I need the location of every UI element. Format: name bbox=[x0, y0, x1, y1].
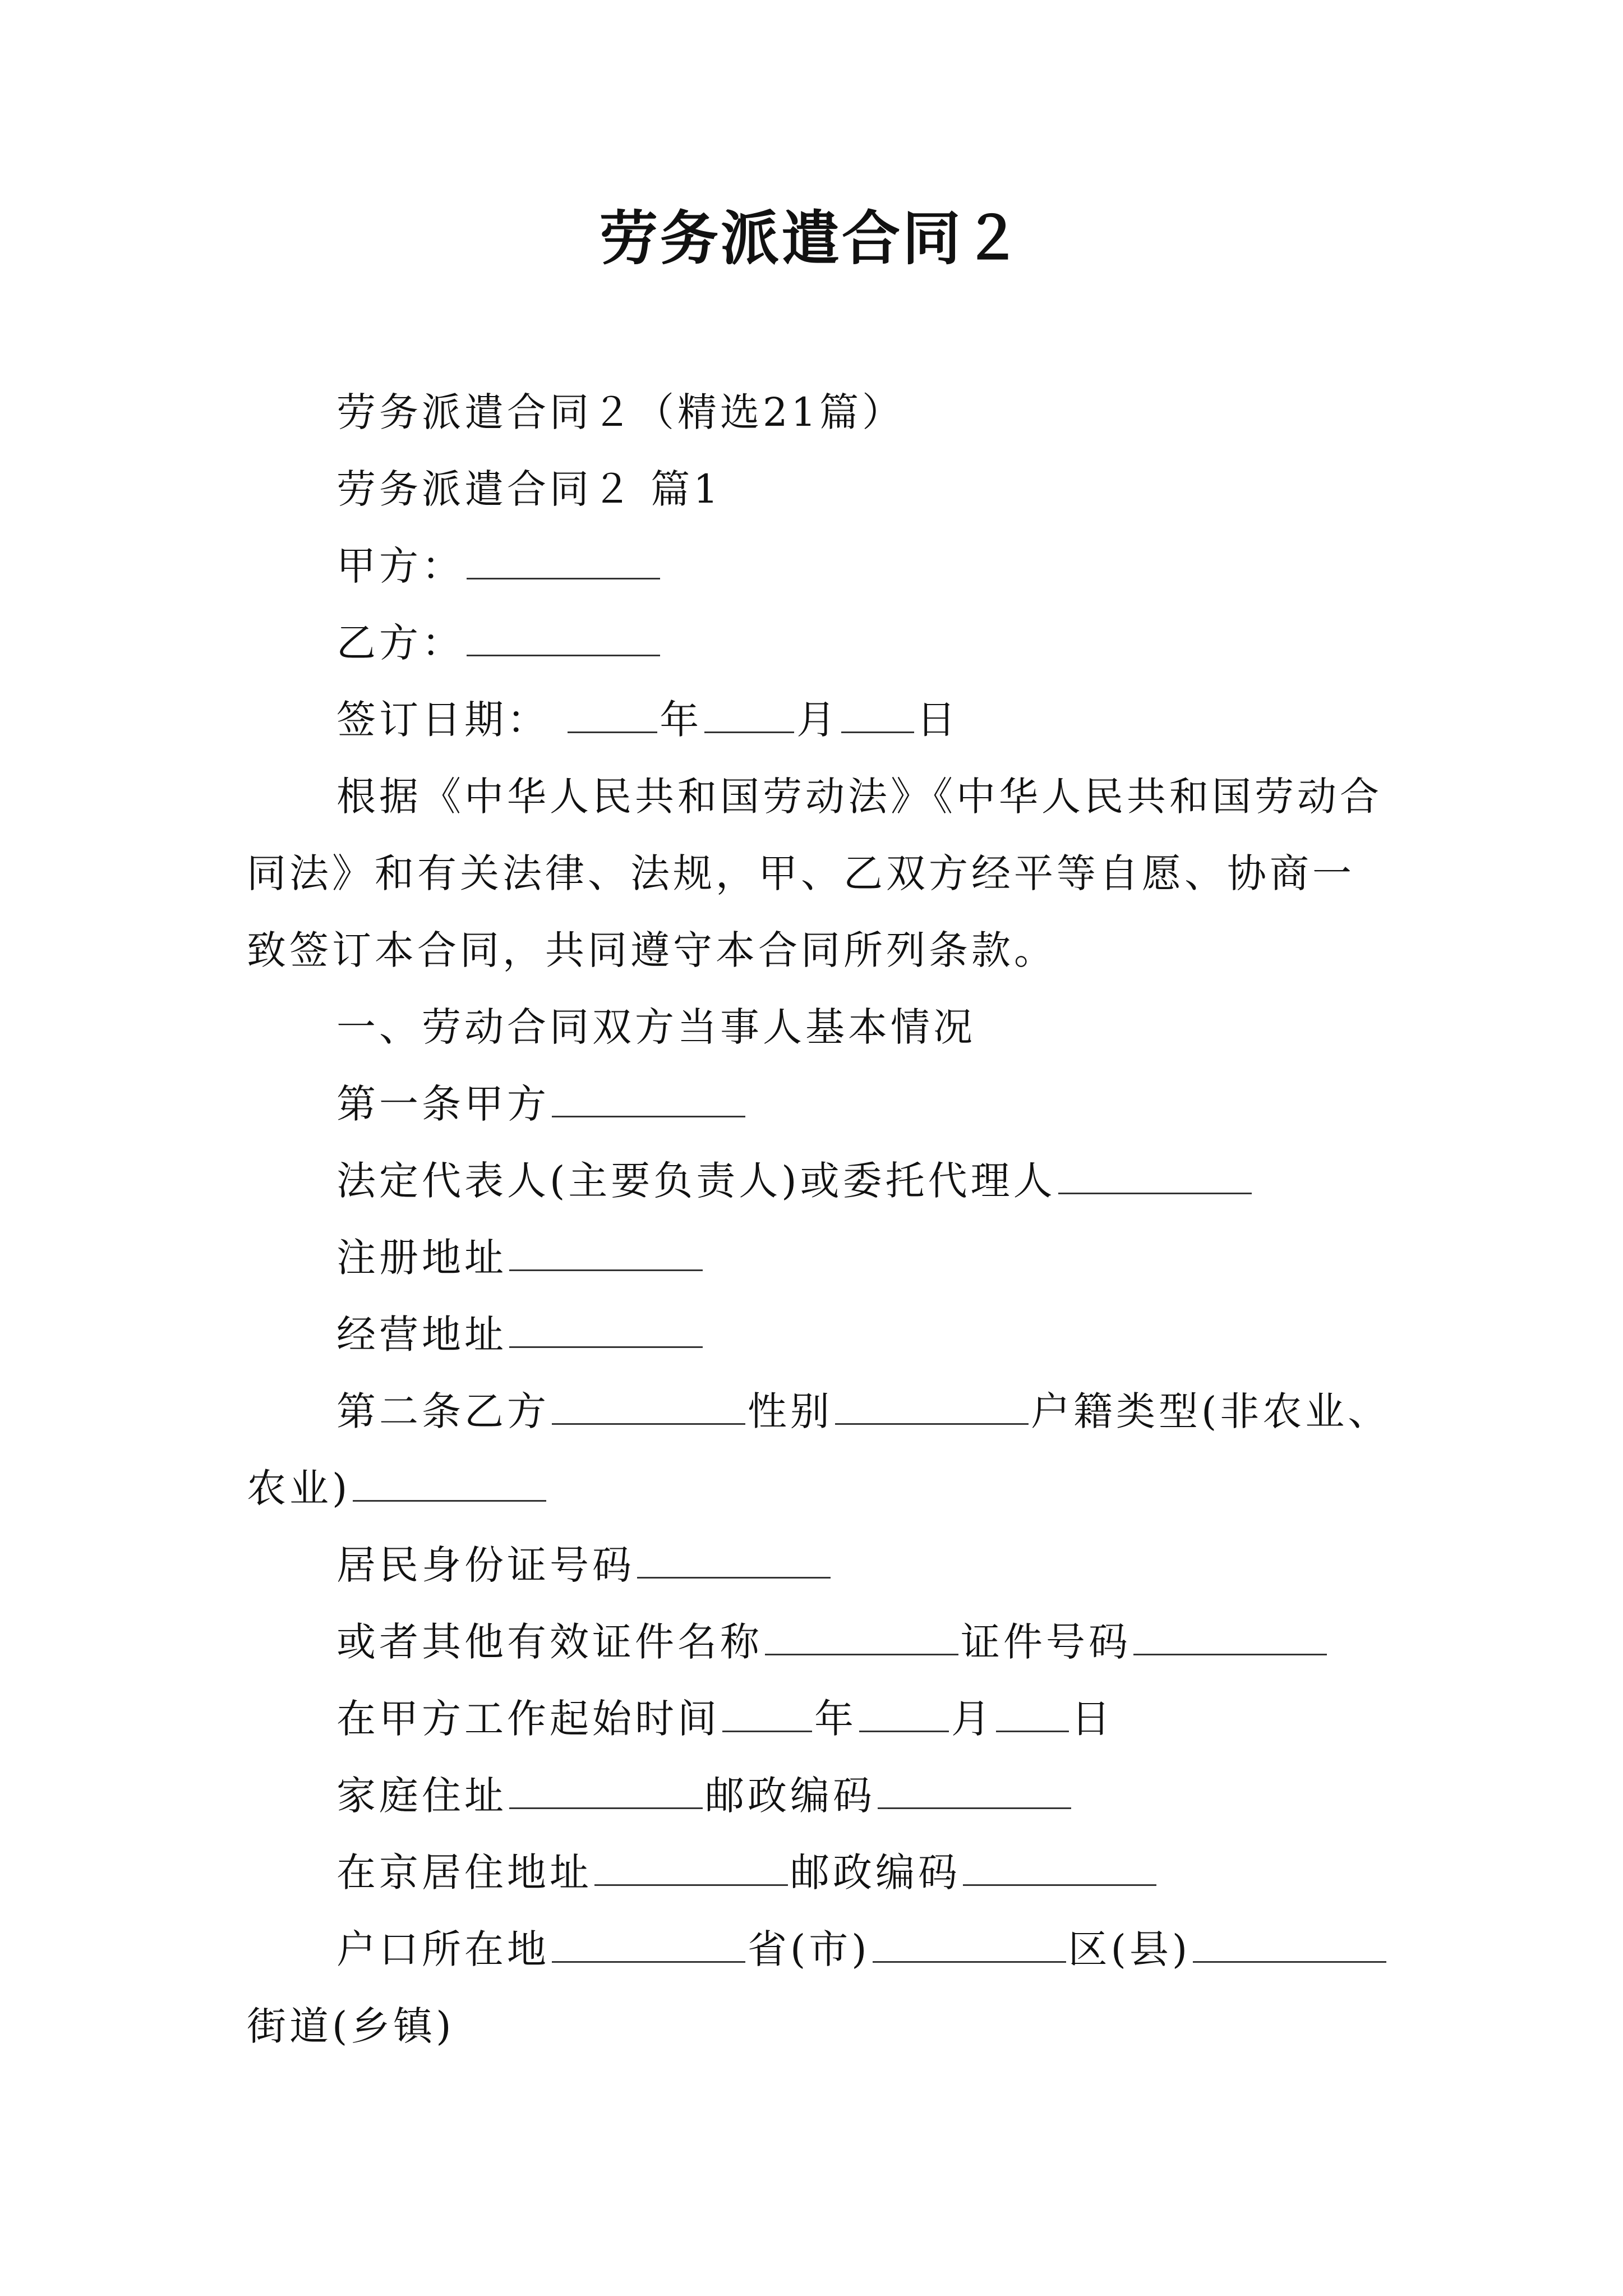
beijing-address-line bbox=[247, 1834, 1391, 1911]
postcode-label: 邮政编码 bbox=[705, 1773, 875, 1819]
id-number-blank[interactable] bbox=[637, 1541, 831, 1579]
subtitle-line: 劳务派遣合同２（精选21篇） bbox=[336, 389, 905, 435]
start-day-blank[interactable] bbox=[996, 1695, 1069, 1732]
home-address-label: 家庭住址 bbox=[336, 1773, 507, 1819]
party-a-label: 甲方： bbox=[336, 543, 464, 589]
registered-address-label: 注册地址 bbox=[336, 1235, 507, 1281]
sign-date-label: 签订日期： bbox=[336, 697, 550, 743]
legal-rep-line bbox=[247, 1143, 1391, 1220]
district-label: 区(县) bbox=[1068, 1926, 1191, 1972]
party-a-blank[interactable] bbox=[467, 542, 660, 579]
business-address-blank[interactable] bbox=[509, 1310, 703, 1348]
other-id-line bbox=[247, 1604, 1391, 1681]
article-2-line bbox=[247, 1373, 1391, 1527]
day-label: 日 bbox=[916, 697, 960, 743]
month-label: 月 bbox=[796, 697, 840, 743]
household-type-blank[interactable] bbox=[353, 1464, 546, 1502]
household-type-label: 户籍类型(非农业、农业) bbox=[247, 1388, 1391, 1511]
section-heading: 劳务派遣合同２ 篇1 bbox=[336, 466, 722, 512]
legal-rep-blank[interactable] bbox=[1058, 1157, 1252, 1194]
business-address-label: 经营地址 bbox=[336, 1312, 507, 1358]
article-1-line bbox=[247, 1066, 1391, 1143]
party-b-blank[interactable] bbox=[467, 619, 660, 656]
preamble-paragraph: 根据《中华人民共和国劳动法》《中华人民共和国劳动合同法》和有关法律、法规，甲、乙双方经平等自愿、协商一致签订本合同，共同遵守本合同所列条款。 bbox=[247, 774, 1382, 973]
article-1-blank[interactable] bbox=[552, 1080, 745, 1117]
other-id-name-blank[interactable] bbox=[765, 1618, 958, 1655]
registered-address-blank[interactable] bbox=[509, 1234, 703, 1271]
id-number-label: 居民身份证号码 bbox=[336, 1542, 635, 1588]
home-postcode-blank[interactable] bbox=[878, 1772, 1071, 1809]
start-month-label: 月 bbox=[951, 1696, 994, 1742]
hukou-province-blank[interactable] bbox=[552, 1925, 745, 1963]
gender-label: 性别 bbox=[748, 1388, 833, 1434]
street-label: 街道(乡镇) bbox=[247, 2003, 455, 2049]
beijing-postcode-label: 邮政编码 bbox=[790, 1849, 961, 1895]
beijing-postcode-blank[interactable] bbox=[963, 1848, 1156, 1886]
start-year-blank[interactable] bbox=[722, 1695, 812, 1732]
hukou-label: 户口所在地 bbox=[336, 1926, 550, 1972]
sign-day-blank[interactable] bbox=[841, 696, 914, 733]
sign-year-blank[interactable] bbox=[568, 696, 657, 733]
sign-date-line bbox=[247, 682, 1391, 758]
beijing-address-label: 在京居住地址 bbox=[336, 1849, 592, 1895]
gender-blank[interactable] bbox=[835, 1387, 1029, 1425]
start-date-label: 在甲方工作起始时间 bbox=[336, 1696, 720, 1742]
party-b-label: 乙方： bbox=[336, 620, 464, 666]
start-date-line bbox=[247, 1681, 1391, 1757]
province-label: 省(市) bbox=[748, 1926, 870, 1972]
home-address-blank[interactable] bbox=[509, 1772, 703, 1809]
chapter-heading: 一、劳动合同双方当事人基本情况 bbox=[336, 1004, 976, 1050]
legal-rep-label: 法定代表人(主要负责人)或委托代理人 bbox=[336, 1158, 1056, 1204]
registered-address-line bbox=[247, 1220, 1391, 1296]
cert-number-label: 证件号码 bbox=[961, 1619, 1131, 1665]
start-year-label: 年 bbox=[814, 1696, 857, 1742]
hukou-street-blank[interactable] bbox=[1193, 1925, 1386, 1963]
beijing-address-blank[interactable] bbox=[594, 1848, 788, 1886]
hukou-district-blank[interactable] bbox=[873, 1925, 1066, 1963]
document-body bbox=[247, 374, 1391, 2065]
start-month-blank[interactable] bbox=[859, 1695, 949, 1732]
home-address-line bbox=[247, 1757, 1391, 1834]
business-address-line bbox=[247, 1296, 1391, 1373]
start-day-label: 日 bbox=[1071, 1696, 1114, 1742]
party-b-line bbox=[247, 605, 1391, 682]
id-number-line bbox=[247, 1527, 1391, 1604]
other-id-label: 或者其他有效证件名称 bbox=[336, 1619, 763, 1665]
party-a-line bbox=[247, 528, 1391, 605]
party-b-name-blank[interactable] bbox=[552, 1387, 745, 1425]
article-2-label: 第二条乙方 bbox=[336, 1388, 550, 1434]
document-title: 劳务派遣合同２ bbox=[599, 204, 1023, 273]
hukou-line bbox=[247, 1911, 1391, 2065]
article-1-label: 第一条甲方 bbox=[336, 1081, 550, 1127]
sign-month-blank[interactable] bbox=[704, 696, 794, 733]
year-label: 年 bbox=[660, 697, 703, 743]
cert-number-blank[interactable] bbox=[1133, 1618, 1327, 1655]
